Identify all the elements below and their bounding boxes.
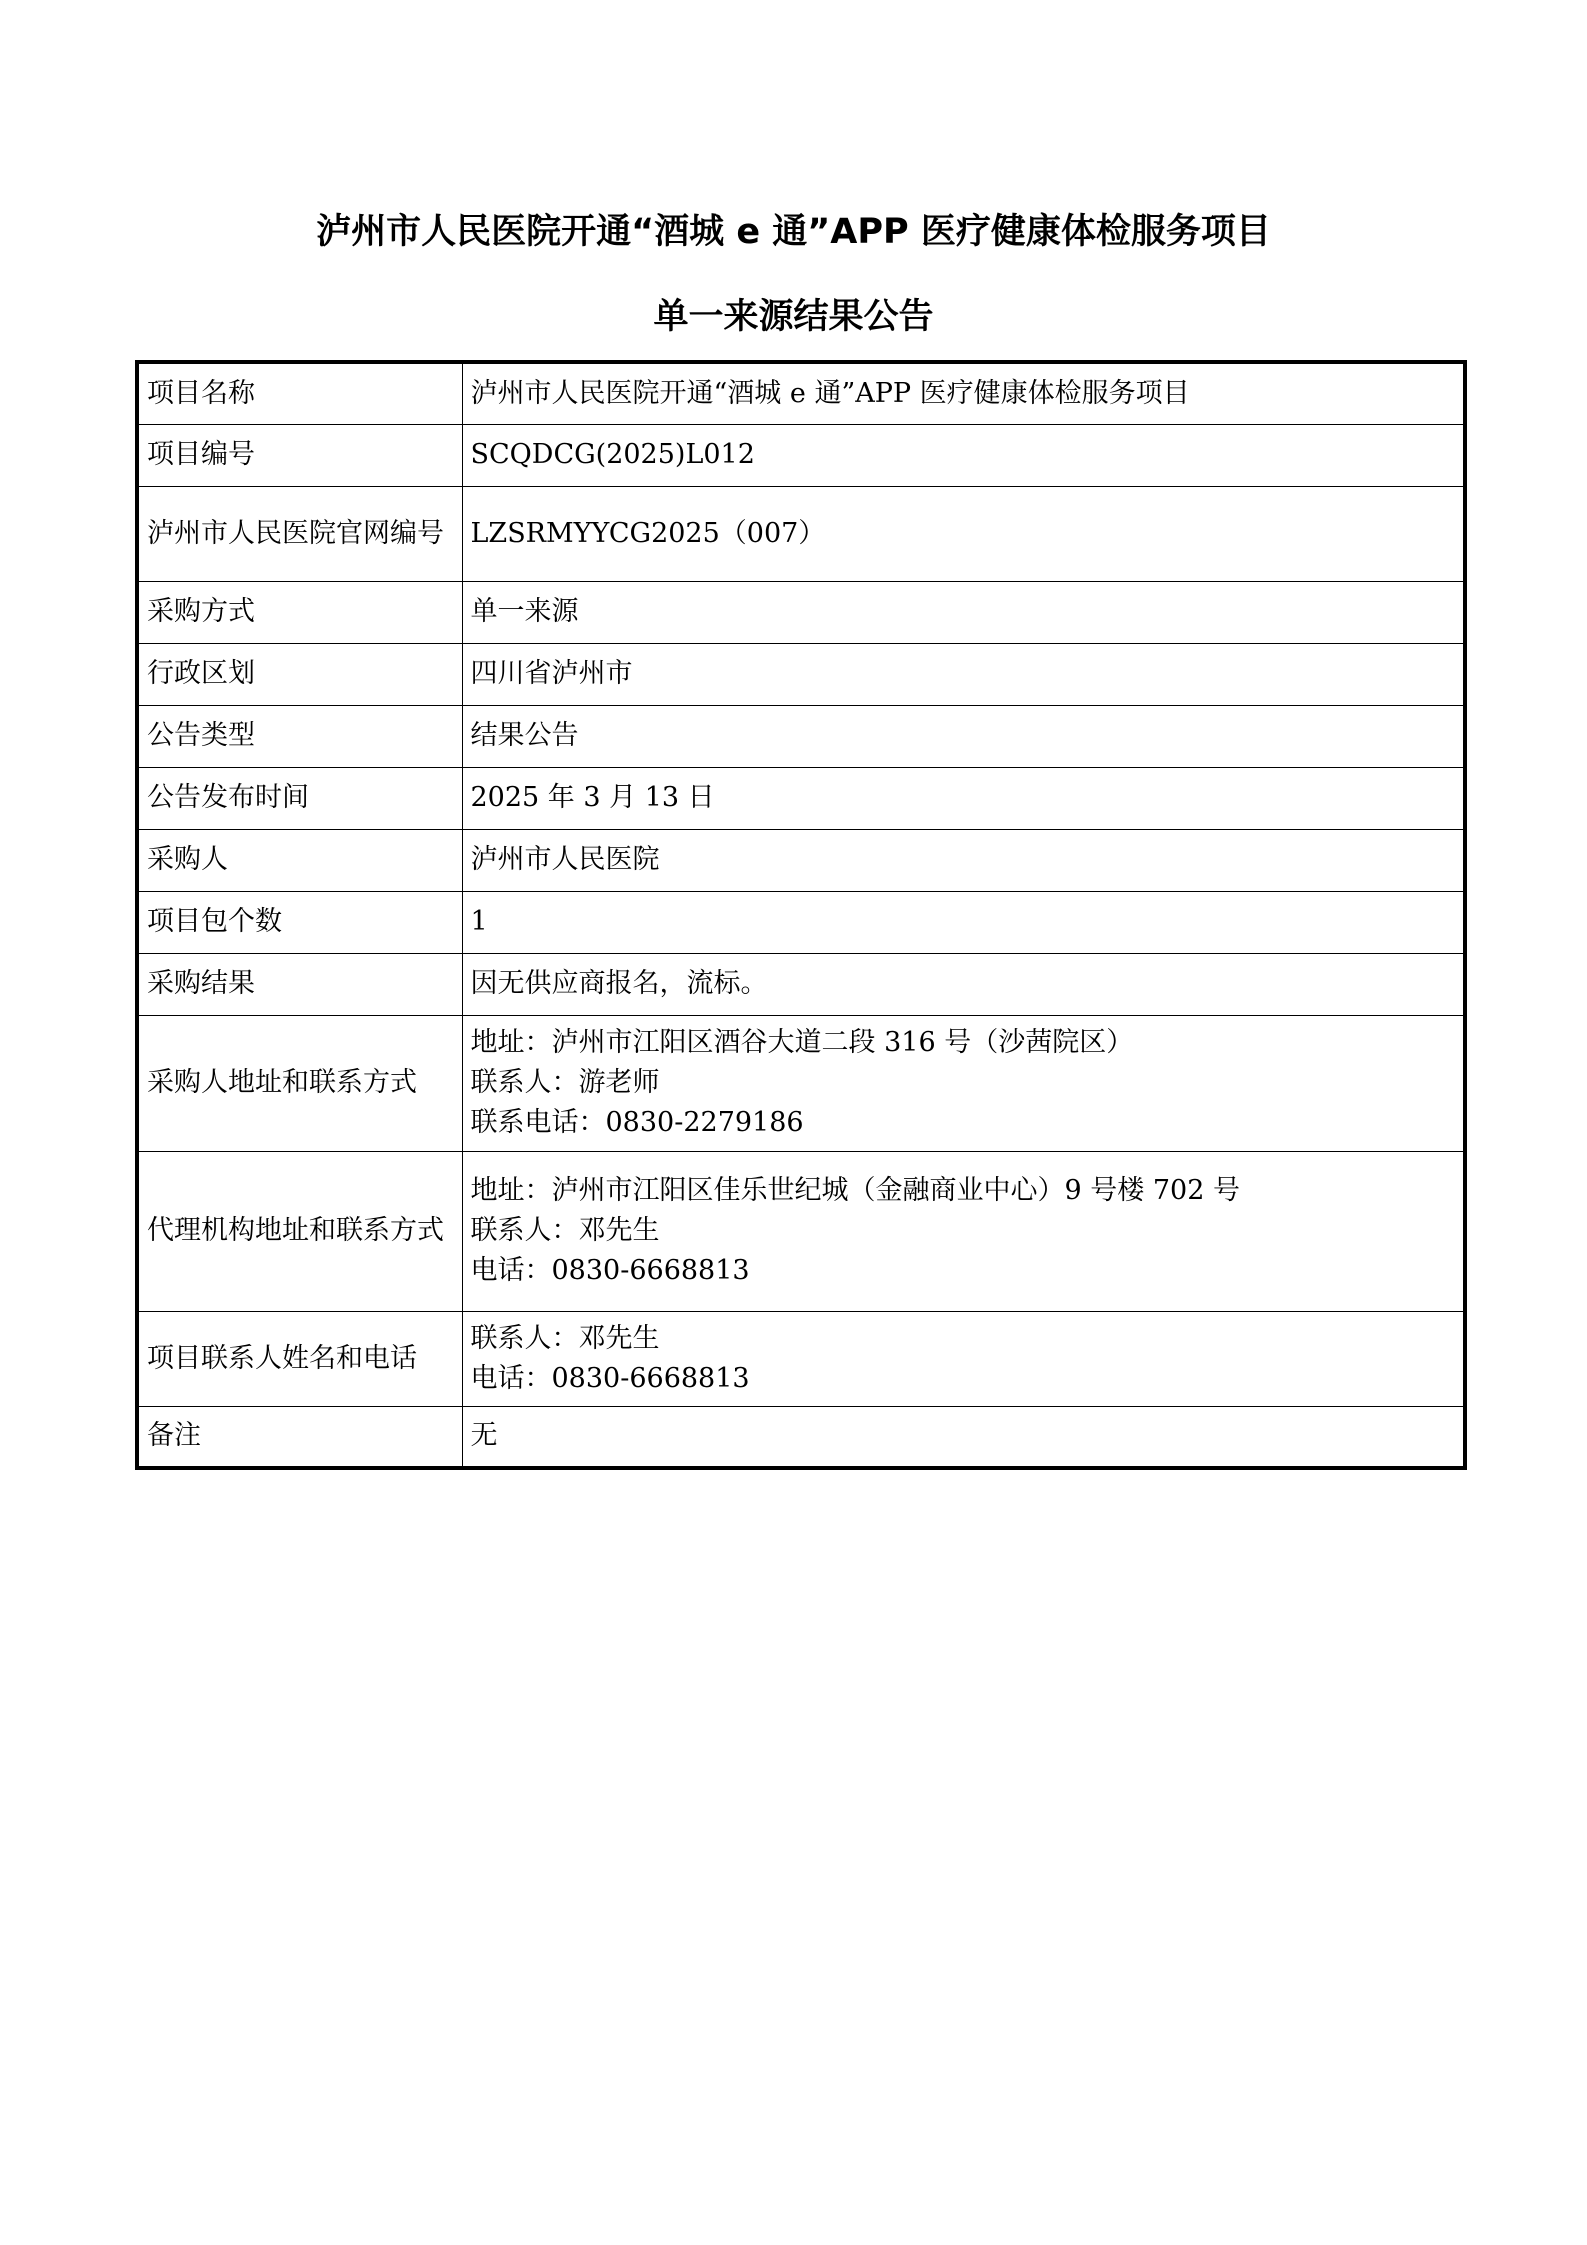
- row-value: 无: [462, 1406, 1465, 1468]
- row-label: 采购人: [137, 829, 462, 891]
- row-value: 地址：泸州市江阳区酒谷大道二段 316 号（沙茜院区） 联系人：游老师 联系电话：0830-2279186: [462, 1015, 1465, 1151]
- document-subtitle: 单一来源结果公告: [653, 297, 934, 337]
- row-value: SCQDCG(2025)L012: [462, 424, 1465, 486]
- row-label: 备注: [137, 1406, 462, 1468]
- row-value: 单一来源: [462, 581, 1465, 643]
- table-row: [137, 486, 1465, 581]
- table-row: [137, 1151, 1465, 1311]
- table-row: [137, 829, 1465, 891]
- row-label: 采购方式: [137, 581, 462, 643]
- row-label: 项目名称: [137, 362, 462, 424]
- document-title: 泸州市人民医院开通“酒城 e 通”APP 医疗健康体检服务项目: [316, 212, 1271, 252]
- table-row: [137, 953, 1465, 1015]
- table-row: [137, 362, 1465, 424]
- row-value: 地址：泸州市江阳区佳乐世纪城（金融商业中心）9 号楼 702 号 联系人：邓先生 电话：0830-6668813: [462, 1151, 1465, 1311]
- table-row: [137, 1311, 1465, 1406]
- announcement-table: [135, 360, 1467, 1470]
- table-row: [137, 1015, 1465, 1151]
- table-row: [137, 767, 1465, 829]
- table-row: [137, 643, 1465, 705]
- row-label: 行政区划: [137, 643, 462, 705]
- row-value: 2025 年 3 月 13 日: [462, 767, 1465, 829]
- row-value: 泸州市人民医院开通“酒城 e 通”APP 医疗健康体检服务项目: [462, 362, 1465, 424]
- row-value: 结果公告: [462, 705, 1465, 767]
- table-row: [137, 1406, 1465, 1468]
- row-label: 公告类型: [137, 705, 462, 767]
- row-label: 项目联系人姓名和电话: [137, 1311, 462, 1406]
- row-label: 公告发布时间: [137, 767, 462, 829]
- table-row: [137, 891, 1465, 953]
- row-value: 泸州市人民医院: [462, 829, 1465, 891]
- row-value: 因无供应商报名，流标。: [462, 953, 1465, 1015]
- table-row: [137, 581, 1465, 643]
- row-value: 四川省泸州市: [462, 643, 1465, 705]
- table-row: [137, 424, 1465, 486]
- row-label: 采购结果: [137, 953, 462, 1015]
- row-label: 代理机构地址和联系方式: [137, 1151, 462, 1311]
- row-label: 项目编号: [137, 424, 462, 486]
- row-label: 项目包个数: [137, 891, 462, 953]
- row-label: 采购人地址和联系方式: [137, 1015, 462, 1151]
- table-row: [137, 705, 1465, 767]
- row-label: 泸州市人民医院官网编号: [137, 486, 462, 581]
- row-value: 1: [462, 891, 1465, 953]
- row-value: LZSRMYYCG2025（007）: [462, 486, 1465, 581]
- row-value: 联系人：邓先生 电话：0830-6668813: [462, 1311, 1465, 1406]
